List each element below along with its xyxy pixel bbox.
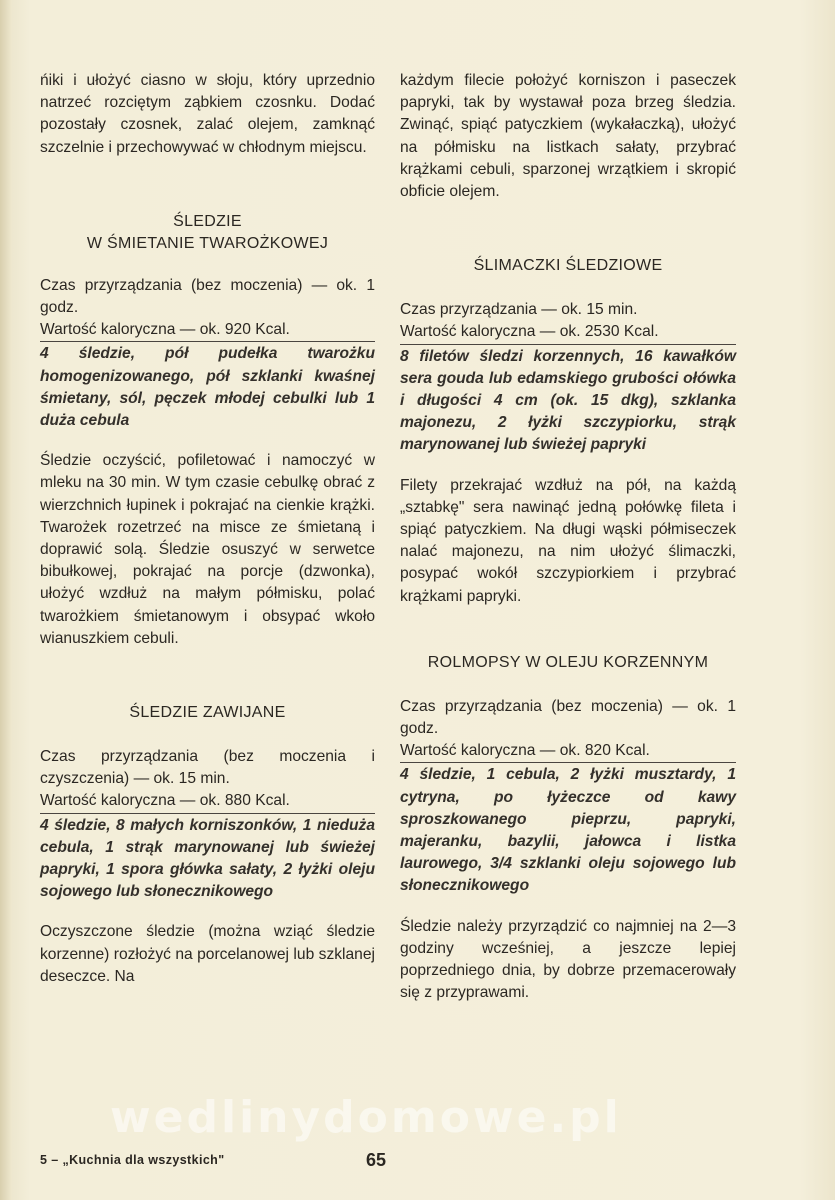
ingredients: 4 śledzie, 1 cebula, 2 łyżki musztardy, 1 cytryna, po łyżeczce od kawy sproszkowanego pieprzu, papryki, majeranku, bazylii, jałowca i listka laurowego, 3/4 szklanki oleju sojowego lub słonecznikowego: [400, 762, 736, 897]
recipe-sledzie-zawijane: [40, 702, 375, 988]
prep-time: Czas przyrządzania (bez moczenia) — ok. 1 godz.: [40, 276, 375, 317]
instructions: Filety przekrajać wzdłuż na pół, na każdą „sztabkę" sera nawinąć jedną połówkę fileta i spiąć patyczkiem. Na długi wąski półmiseczek nalać majonezu, na nim ułożyć ślimaczki, posypać wokół szczypiorkiem i przybrać krążkami papryki.: [400, 476, 736, 605]
calories: Wartość kaloryczna — ok. 2530 Kcal.: [400, 323, 659, 341]
calories: Wartość kaloryczna — ok. 920 Kcal.: [40, 321, 290, 339]
page-spine-shadow: [0, 0, 12, 1200]
instructions: Śledzie oczyścić, pofiletować i namoczyć w mleku na 30 min. W tym czasie cebulkę obrać z wierzchnich łupinek i pokrajać na cienkie krążki. Twarożek rozetrzeć na misce ze śmietaną i doprawić solą. Śledzie osuszyć w serwetce bibułkowej, pokrajać na porcje (dzwonka), ułożyć wzdłuż na małym półmisku, polać twarożkiem śmietanowym i obsypać wkoło wianuszkiem cebuli.: [40, 452, 375, 647]
left-column: [40, 70, 375, 988]
ingredients: 4 śledzie, 8 małych korniszonków, 1 nieduża cebula, 1 strąk marynowanej lub świeżej papryki, 1 spora główka sałaty, 2 łyżki oleju sojowego lub słonecznikowego: [40, 813, 375, 904]
recipe-title: ŚLIMACZKI ŚLEDZIOWE: [473, 257, 663, 275]
calories: Wartość kaloryczna — ok. 820 Kcal.: [400, 742, 650, 760]
recipe-title-line1: ŚLEDZIE: [173, 212, 242, 230]
right-column: [400, 70, 736, 1005]
prep-time: Czas przyrządzania — ok. 15 min.: [400, 301, 638, 319]
intro-paragraph: ńiki i ułożyć ciasno w słoju, który uprzednio natrzeć rozciętym ząbkiem czosnku. Dodać pozostały czosnek, zalać olejem, zamknąć szczelnie i przechowywać w chłodnym miejscu.: [40, 72, 375, 156]
recipe-title: ROLMOPSY W OLEJU KORZENNYM: [427, 653, 709, 671]
instructions: Śledzie należy przyrządzić co najmniej na 2—3 godziny wcześniej, a jeszcze lepiej poprzedniego dnia, by dobrze przemacerowały się z przyprawami.: [400, 917, 736, 1002]
recipe-title: ŚLEDZIE ZAWIJANE: [129, 704, 286, 722]
recipe-title-line2: W ŚMIETANIE TWAROŻKOWEJ: [86, 234, 329, 252]
page-number: 65: [366, 1150, 387, 1170]
ingredients: 4 śledzie, pół pudełka twarożku homogenizowanego, pół szklanki kwaśnej śmietany, sól, pęczek młodej cebulki lub 1 duża cebula: [40, 341, 375, 432]
recipe-sledzie-w-smietanie: [40, 211, 375, 650]
prep-time: Czas przyrządzania (bez moczenia) — ok. 1 godz.: [400, 697, 736, 738]
recipe-rolmopsy: [400, 652, 736, 1005]
watermark: wedlinydomowe.pl: [110, 1092, 622, 1143]
prep-time: Czas przyrządzania (bez moczenia i czyszczenia) — ok. 15 min.: [40, 748, 375, 788]
ingredients: 8 filetów śledzi korzennych, 16 kawałków sera gouda lub edamskiego grubości ołówka i długości 4 cm (ok. 15 dkg), szklanka majonezu, 2 łyżki szczypiorku, strąk marynowanej lub świeżej papryki: [400, 344, 736, 457]
recipe-slimaczki-sledziowe: [400, 255, 736, 608]
footer-book-title: 5 – „Kuchnia dla wszystkich": [40, 1153, 225, 1167]
calories: Wartość kaloryczna — ok. 880 Kcal.: [40, 792, 290, 810]
continuation-paragraph: każdym filecie położyć korniszon i paseczek papryki, tak by wystawał poza brzeg śledzia. Zwinąć, spiąć patyczkiem (wykałaczką), ułożyć na półmisku na listkach sałaty, przybrać krążkami cebuli, sparzonej wrzątkiem i skropić obficie olejem.: [400, 72, 736, 201]
instructions-start: Oczyszczone śledzie (można wziąć śledzie korzenne) rozłożyć na porcelanowej lub szklanej deseczce. Na: [40, 923, 375, 985]
